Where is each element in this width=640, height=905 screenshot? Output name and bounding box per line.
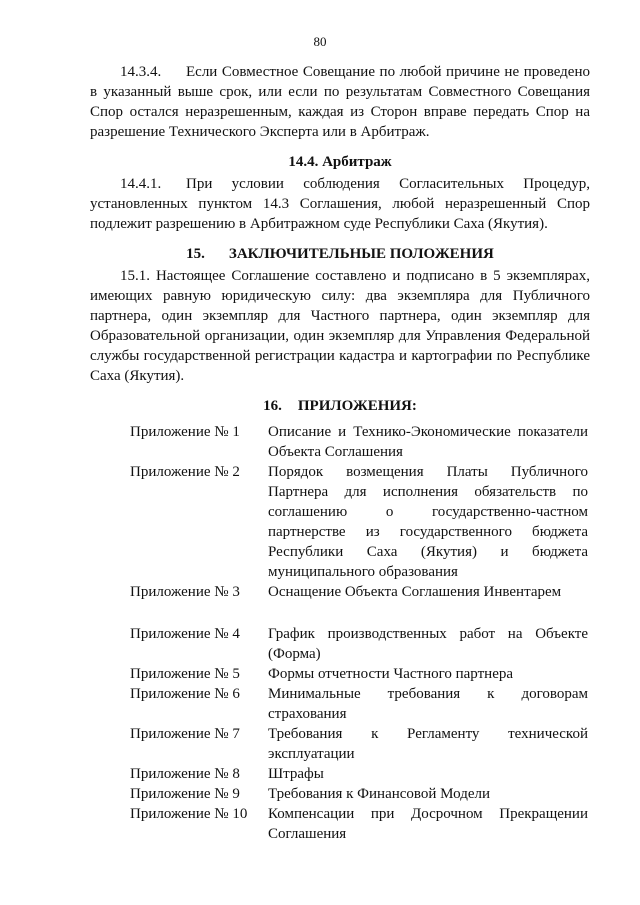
annex-label: Приложение № 6 — [130, 686, 240, 702]
clause-number: 14.3.4. — [120, 64, 162, 80]
section-number: 15. — [186, 246, 205, 262]
page-number: 80 — [313, 34, 327, 49]
annex-label: Приложение № 1 — [130, 424, 240, 440]
section-number: 16. — [263, 398, 282, 414]
annex-item — [130, 582, 590, 602]
annex-title: Компенсации при Досрочном Прекращении Соглашения — [268, 806, 588, 842]
annex-title: Описание и Технико-Экономические показатели Объекта Соглашения — [268, 424, 588, 460]
annex-item — [130, 624, 590, 664]
annex-title: Оснащение Объекта Соглашения Инвентарем — [268, 584, 562, 600]
clause-number: 14.4.1. — [120, 176, 162, 192]
annex-item — [130, 764, 590, 784]
clause-text: 15.1. Настоящее Соглашение составлено и подписано в 5 экземплярах, имеющих равную юридическую силу: два экземпляра для Публичного партнера, один экземпляр для Частного партнера, один экземпляр для Образовательной организации, один экземпляр для Управления Федеральной службы государственной регистрации кадастра и картографии по Республике Саха (Якутия). — [90, 268, 590, 384]
annex-list — [90, 422, 590, 844]
annex-item — [130, 724, 590, 764]
annex-item — [130, 684, 590, 724]
paragraph-15-1 — [90, 266, 590, 386]
annex-item — [130, 422, 590, 462]
annex-label: Приложение № 2 — [130, 464, 240, 480]
annex-label: Приложение № 3 — [130, 584, 240, 600]
annex-label: Приложение № 8 — [130, 766, 240, 782]
annex-item — [130, 804, 590, 844]
annex-title: Формы отчетности Частного партнера — [268, 666, 514, 682]
annex-label: Приложение № 9 — [130, 786, 240, 802]
section-heading-15 — [90, 244, 590, 264]
annex-item — [130, 664, 590, 684]
annex-label: Приложение № 5 — [130, 666, 240, 682]
annex-label: Приложение № 7 — [130, 726, 240, 742]
annex-label: Приложение № 4 — [130, 626, 240, 642]
annex-title: Требования к Регламенту технической эксплуатации — [268, 726, 588, 762]
annex-title: График производственных работ на Объекте (Форма) — [268, 626, 588, 662]
document-body — [90, 62, 590, 844]
annex-item — [130, 784, 590, 804]
annex-title: Минимальные требования к договорам страхования — [268, 686, 588, 722]
annex-title: Требования к Финансовой Модели — [268, 786, 491, 802]
clause-text: При условии соблюдения Согласительных Процедур, установленных пунктом 14.3 Соглашения, любой неразрешенный Спор подлежит разрешению в Арбитражном суде Республики Саха (Якутия). — [90, 176, 590, 232]
annex-item — [130, 462, 590, 582]
annex-title: Штрафы — [268, 766, 324, 782]
section-title: ЗАКЛЮЧИТЕЛЬНЫЕ ПОЛОЖЕНИЯ — [228, 246, 494, 262]
annex-title: Порядок возмещения Платы Публичного Партнера для исполнения обязательств по соглашению о государственно-частном партнерстве из государственного бюджета Республики Саха (Якутия) и бюджета муниципального образования — [268, 464, 588, 580]
paragraph-14-4-1 — [90, 174, 590, 234]
section-heading-16 — [90, 396, 590, 416]
section-title: ПРИЛОЖЕНИЯ: — [297, 398, 417, 414]
paragraph-14-3-4 — [90, 62, 590, 142]
annex-label: Приложение № 10 — [130, 806, 248, 822]
subsection-heading-14-4: 14.4. Арбитраж — [288, 154, 392, 170]
clause-text: Если Совместное Совещание по любой причине не проведено в указанный выше срок, или если по результатам Совместного Совещания Спор остался неразрешенным, каждая из Сторон вправе передать Спор на разрешение Технического Эксперта или в Арбитраж. — [90, 64, 590, 140]
